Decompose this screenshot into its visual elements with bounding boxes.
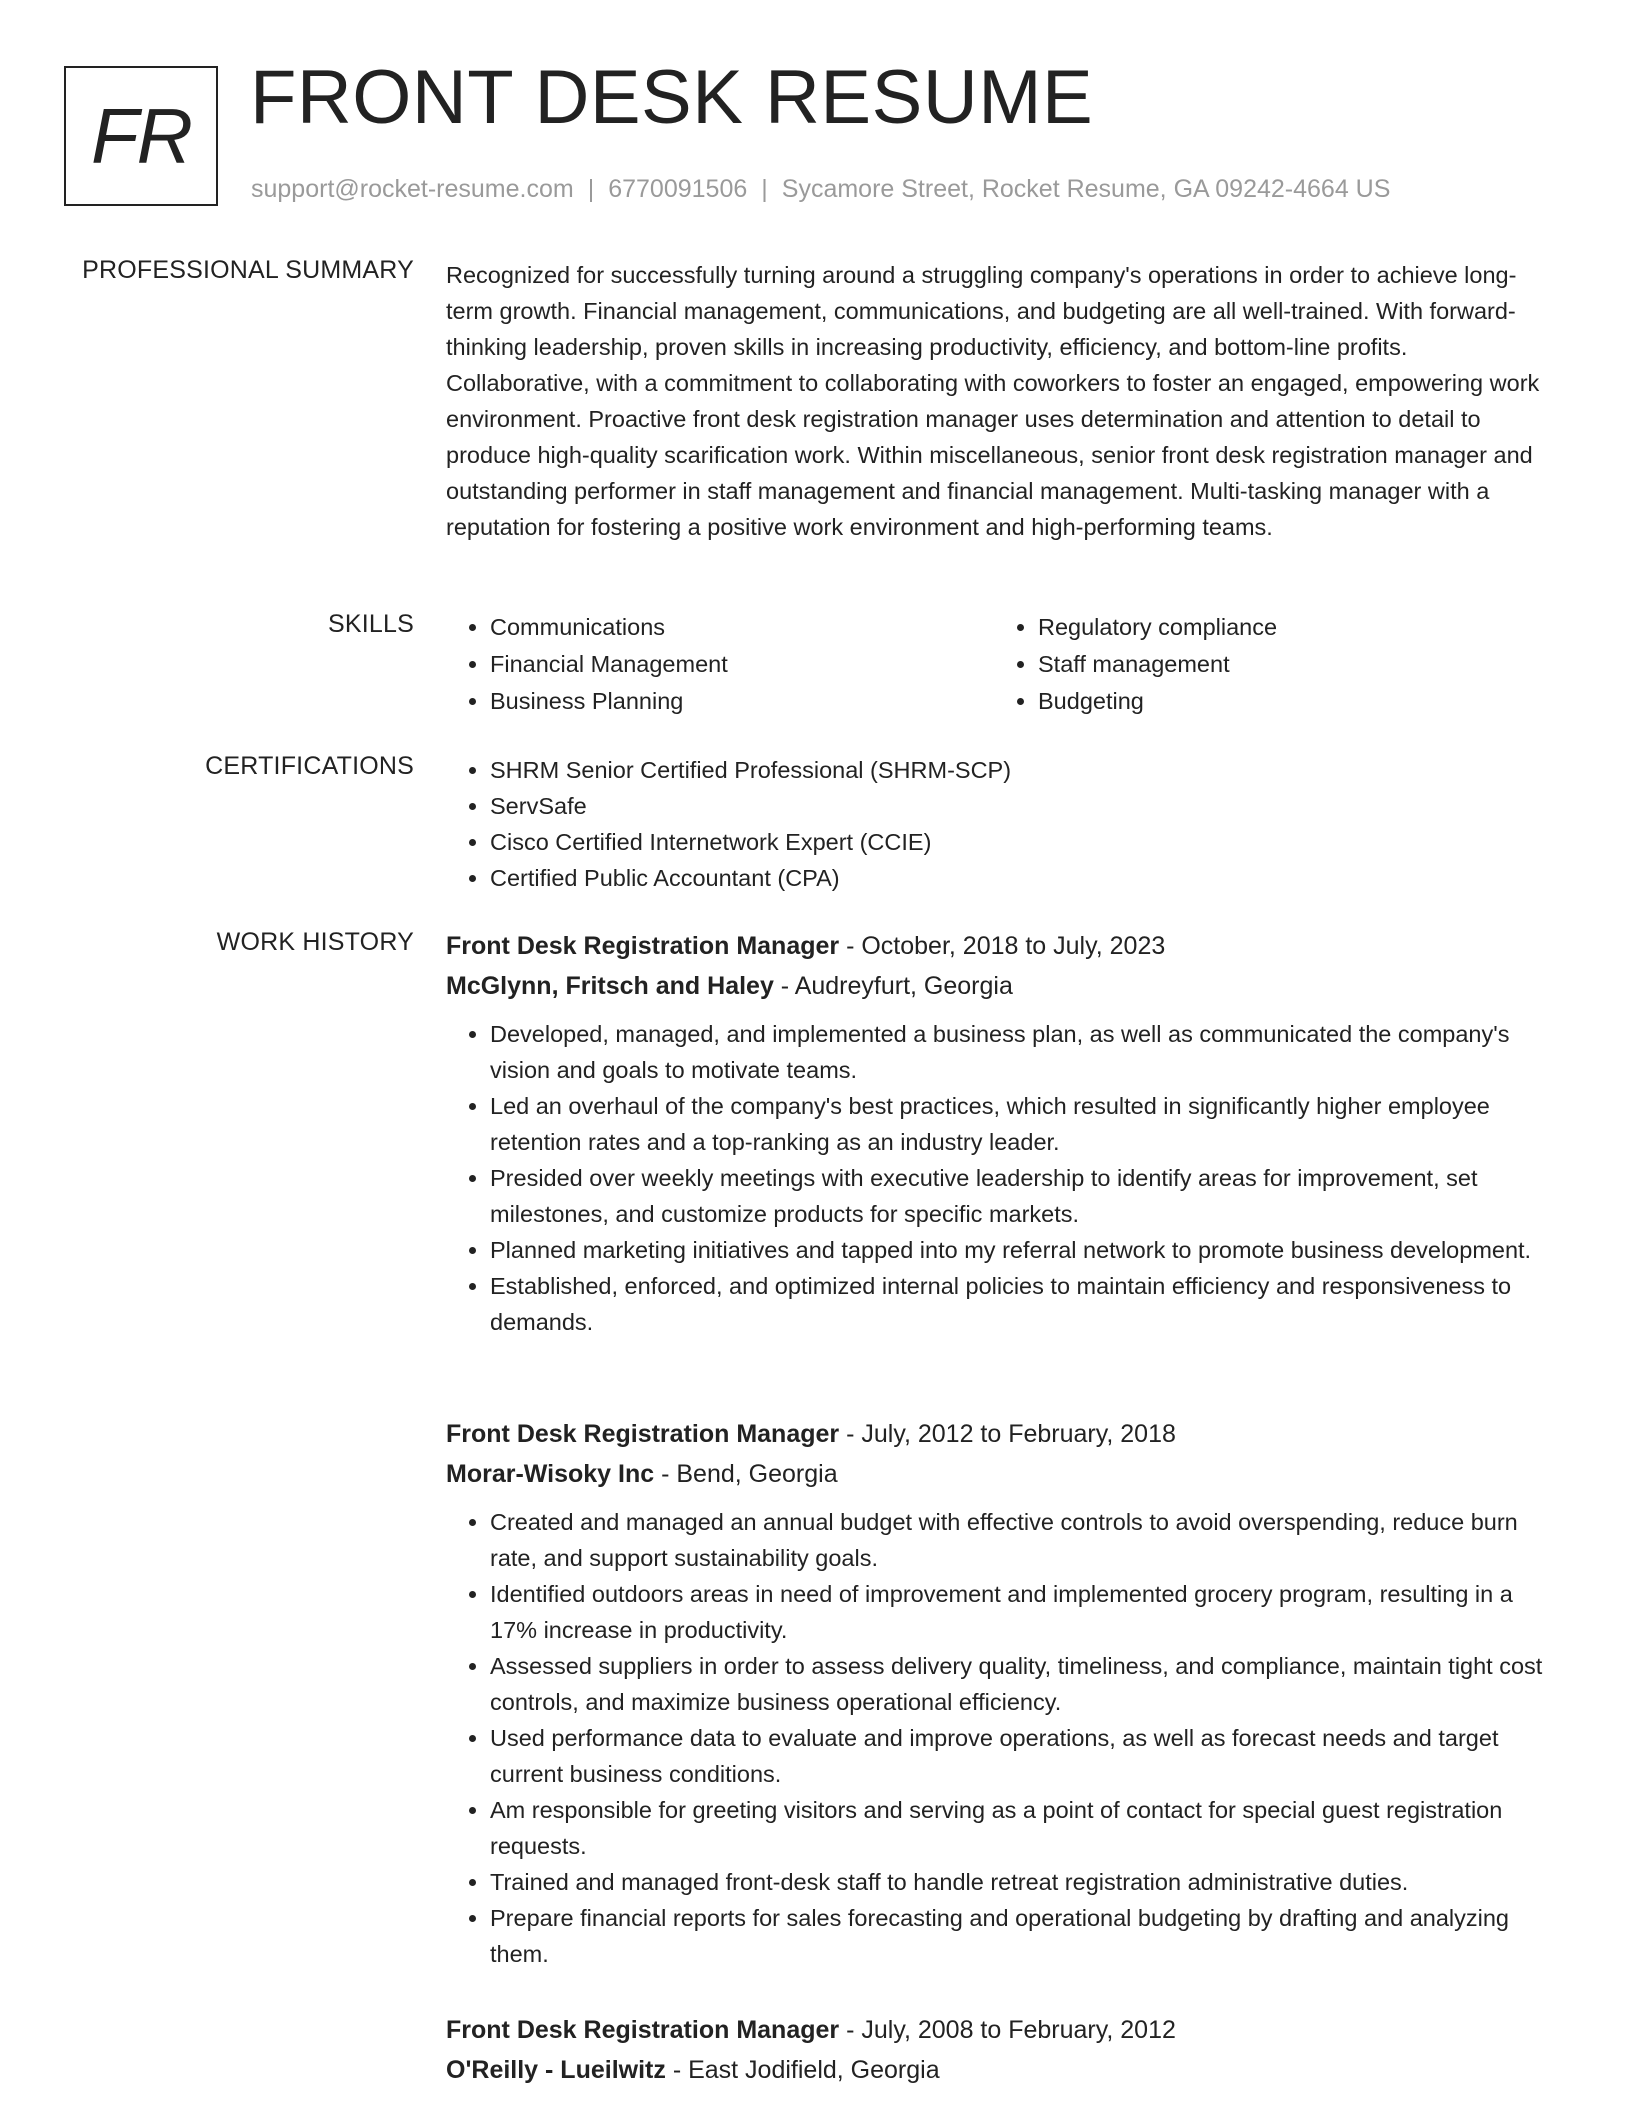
list-item: • Used performance data to evaluate and improve operations, as well as forecast needs and target current business conditions. (490, 1720, 1556, 1792)
company-line (446, 966, 1556, 1006)
contact-phone[interactable]: 6770091506 (608, 175, 748, 203)
company-location: - Audreyfurt, Georgia (773, 972, 1013, 1000)
certifications-section (446, 752, 1556, 896)
list-item: • Identified outdoors areas in need of improvement and implemented grocery program, resulting in a 17% increase in productivity. (490, 1576, 1556, 1648)
job-dates: - October, 2018 to July, 2023 (839, 932, 1166, 960)
list-item: • Assessed suppliers in order to assess delivery quality, timeliness, and compliance, maintain tight cost controls, and maximize business operational efficiency. (490, 1648, 1556, 1720)
company-line (446, 1454, 1556, 1494)
list-item: • ServSafe (490, 788, 1556, 824)
list-item: • SHRM Senior Certified Professional (SHRM-SCP) (490, 752, 1556, 788)
list-item: • Planned marketing initiatives and tapped into my referral network to promote business development. (490, 1232, 1556, 1268)
contact-separator: | (587, 175, 595, 203)
job-dates: - July, 2012 to February, 2018 (839, 1420, 1176, 1448)
contact-separator: | (761, 175, 768, 203)
list-item: • Established, enforced, and optimized internal policies to maintain efficiency and responsiveness to demands. (490, 1268, 1556, 1340)
summary-section (446, 257, 1556, 545)
job-title: Front Desk Registration Manager (446, 932, 840, 960)
section-label-summary: PROFESSIONAL SUMMARY (82, 256, 414, 284)
certifications-list (446, 752, 1556, 896)
list-item: • Presided over weekly meetings with executive leadership to identify areas for improvement, set milestones, and customize products for specific markets. (490, 1160, 1556, 1232)
contact-address: Sycamore Street, Rocket Resume, GA 09242-4664 US (781, 175, 1391, 203)
list-item: • Created and managed an annual budget with effective controls to avoid overspending, reduce burn rate, and support sustainability goals. (490, 1504, 1556, 1576)
contact-email[interactable]: support@rocket-resume.com (251, 175, 574, 203)
company-name: Morar-Wisoky Inc (446, 1460, 655, 1488)
skills-section (446, 609, 1556, 720)
list-item: • Trained and managed front-desk staff to handle retreat registration administrative duties. (490, 1864, 1556, 1900)
section-label-certifications: CERTIFICATIONS (205, 752, 414, 780)
list-item: • Led an overhaul of the company's best practices, which resulted in significantly higher employee retention rates and a top-ranking as an industry leader. (490, 1088, 1556, 1160)
job-bullets (446, 1016, 1556, 1340)
list-item: • Certified Public Accountant (CPA) (490, 860, 1556, 896)
job-title-line (446, 1414, 1556, 1454)
section-label-work-history: WORK HISTORY (216, 928, 414, 956)
job-title: Front Desk Registration Manager (446, 1420, 840, 1448)
list-item: • Am responsible for greeting visitors and serving as a point of contact for special guest registration requests. (490, 1792, 1556, 1864)
company-location: - Bend, Georgia (654, 1460, 838, 1488)
job-entry (446, 926, 1556, 1340)
list-item: • Communications (490, 609, 994, 646)
job-title-line (446, 2010, 1556, 2050)
list-item: • Regulatory compliance (1038, 609, 1542, 646)
list-item: • Staff management (1038, 646, 1542, 683)
skills-list-right (994, 609, 1542, 720)
monogram-badge: FR (64, 66, 218, 206)
contact-line (251, 175, 1390, 204)
job-title: Front Desk Registration Manager (446, 2016, 840, 2044)
job-entry (446, 2010, 1556, 2100)
skills-grid (446, 609, 1556, 720)
list-item: • Financial Management (490, 646, 994, 683)
job-dates: - July, 2008 to February, 2012 (839, 2016, 1176, 2044)
skills-list-left (446, 609, 994, 720)
job-entry (446, 1414, 1556, 1972)
list-item: • Developed, managed, and implemented a business plan, as well as communicated the company's vision and goals to motivate teams. (490, 1016, 1556, 1088)
section-label-skills: SKILLS (328, 610, 414, 638)
page-title: FRONT DESK RESUME (250, 55, 1094, 140)
summary-text: Recognized for successfully turning around a struggling company's operations in order to achieve long-term growth. Financial management, communications, and budgeting are all well-trained. With forward-thinking leadership, proven skills in increasing productivity, efficiency, and bottom-line profits. Collaborative, with a commitment to collaborating with coworkers to foster an engaged, empowering work environment. Proactive front desk registration manager uses determination and attention to detail to produce high-quality scarification work. Within miscellaneous, senior front desk registration manager and outstanding performer in staff management and financial management. Multi-tasking manager with a reputation for fostering a positive work environment and high-performing teams. (446, 262, 1540, 540)
company-location: - East Jodifield, Georgia (665, 2056, 940, 2084)
list-item: • Prepare financial reports for sales forecasting and operational budgeting by drafting and analyzing them. (490, 1900, 1556, 1972)
list-item: • Cisco Certified Internetwork Expert (CCIE) (490, 824, 1556, 860)
company-line (446, 2050, 1556, 2090)
job-bullets (446, 1504, 1556, 1972)
list-item: • Budgeting (1038, 683, 1542, 720)
list-item: • Business Planning (490, 683, 994, 720)
company-name: McGlynn, Fritsch and Haley (446, 972, 774, 1000)
company-name: O'Reilly - Lueilwitz (446, 2056, 666, 2084)
job-title-line (446, 926, 1556, 966)
